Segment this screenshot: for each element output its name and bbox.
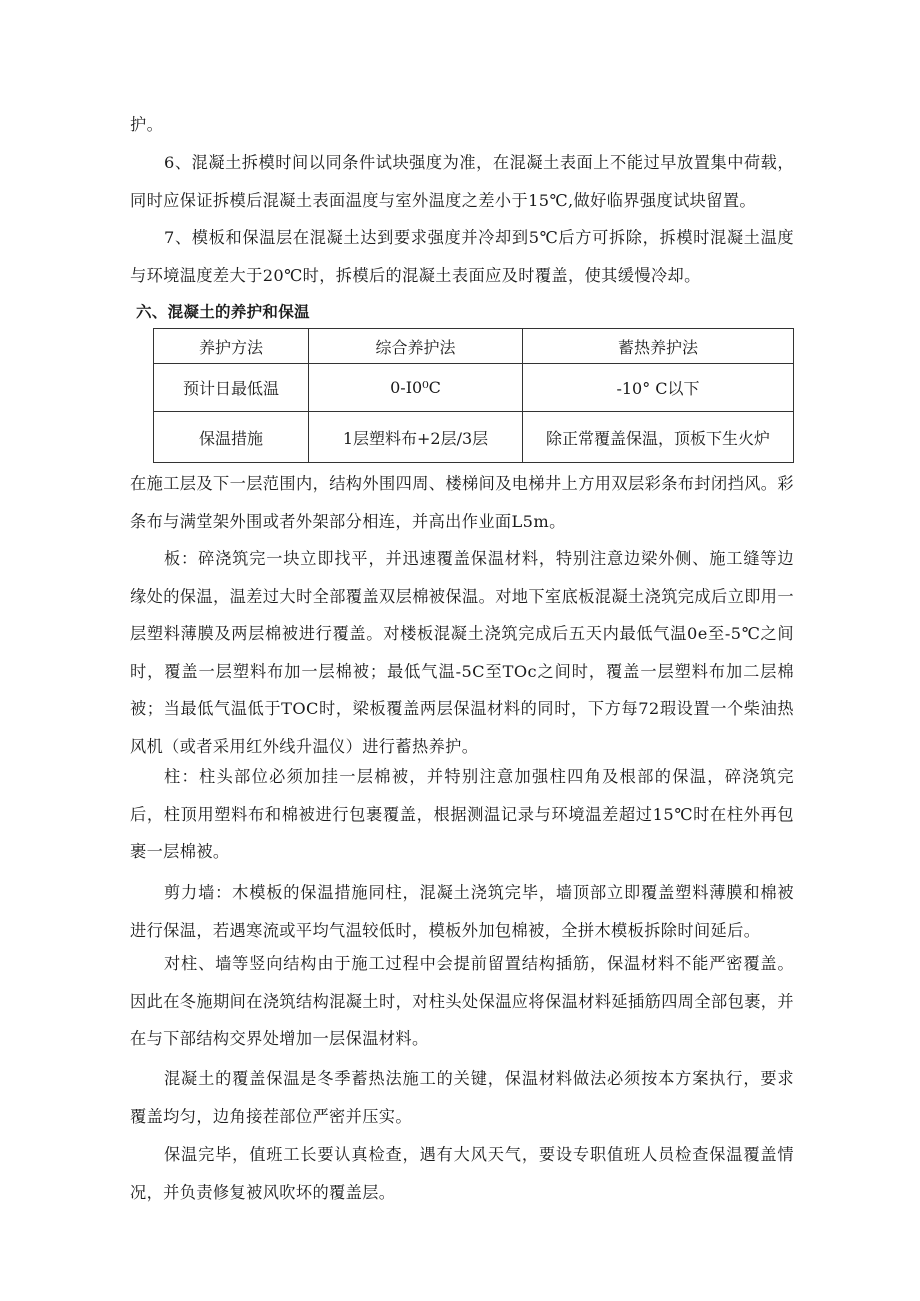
table-cell: -10° C以下 xyxy=(523,364,794,412)
table-header-cell: 综合养护法 xyxy=(309,329,523,364)
paragraph-shear-wall: 剪力墙：木模板的保温措施同柱，混凝土浇筑完毕，墙顶部立即覆盖塑料薄膜和棉被进行保温，若遇寒流或平均气温较低时，模板外加包棉被，全拼木模板拆除时间延后。 xyxy=(130,883,794,940)
table-header-cell: 养护方法 xyxy=(154,329,309,364)
table-cell: 0-I0⁰C xyxy=(309,364,523,412)
table-row xyxy=(154,364,794,412)
paragraph-cover-insulation: 混凝土的覆盖保温是冬季蓄热法施工的关键，保温材料做法必须按本方案执行，要求覆盖均匀，边角接茬部位严密并压实。 xyxy=(130,1069,794,1126)
paragraph-item-6: 6、混凝土拆模时间以同条件试块强度为准，在混凝土表面上不能过早放置集中荷载，同时应保证拆模后混凝土表面温度与室外温度之差小于15℃,做好临界强度试块留置。 xyxy=(130,153,794,210)
table-cell: 除正常覆盖保温，顶板下生火炉 xyxy=(523,412,794,463)
paragraph-continuation: 护。 xyxy=(130,115,164,134)
section-heading: 六、混凝土的养护和保温 xyxy=(136,303,310,321)
table-cell: 预计日最低温 xyxy=(154,364,309,412)
paragraph-inspection: 保温完毕，值班工长要认真检查，遇有大风天气，要设专职值班人员检查保温覆盖情况，并负责修复被风吹坏的覆盖层。 xyxy=(130,1145,794,1202)
table-header-cell: 蓄热养护法 xyxy=(523,329,794,364)
paragraph-vertical-structure: 对柱、墙等竖向结构由于施工过程中会提前留置结构插筋，保温材料不能严密覆盖。因此在冬施期间在浇筑结构混凝土时，对柱头处保温应将保温材料延插筋四周全部包裹，并在与下部结构交界处增加一层保温材料。 xyxy=(130,954,794,1048)
paragraph-slab: 板：碎浇筑完一块立即找平，并迅速覆盖保温材料，特别注意边梁外侧、施工缝等边缘处的保温，温差过大时全部覆盖双层棉被保温。对地下室底板混凝土浇筑完成后立即用一层塑料薄膜及两层棉被进行覆盖。对楼板混凝土浇筑完成后五天内最低气温0e至-5℃之间时，覆盖一层塑料布加一层棉被；最低气温-5C至TOc之间时，覆盖一层塑料布加二层棉被；当最低气温低于TOC时，梁板覆盖两层保温材料的同时，下方每72瑕设置一个柴油热风机（或者采用红外线升温仪）进行蓄热养护。 xyxy=(130,549,794,756)
table-cell: 1层塑料布+2层/3层 xyxy=(309,412,523,463)
table-header-row xyxy=(154,329,794,364)
paragraph-column: 柱：柱头部位必须加挂一层棉被，并特别注意加强柱四角及根部的保温，碎浇筑完后，柱顶用塑料布和棉被进行包裹覆盖，根据测温记录与环境温差超过15℃时在柱外再包裹一层棉被。 xyxy=(130,767,794,861)
table-cell: 保温措施 xyxy=(154,412,309,463)
table-row xyxy=(154,412,794,463)
paragraph-item-7: 7、模板和保温层在混凝土达到要求强度并冷却到5℃后方可拆除，拆模时混凝土温度与环境温度差大于20℃时，拆模后的混凝土表面应及时覆盖，使其缓慢冷却。 xyxy=(130,228,794,285)
curing-table xyxy=(153,328,794,463)
paragraph-windbreak: 在施工层及下一层范围内，结构外围四周、楼梯间及电梯井上方用双层彩条布封闭挡风。彩条布与满堂架外围或者外架部分相连，并高出作业面L5m。 xyxy=(130,474,794,531)
